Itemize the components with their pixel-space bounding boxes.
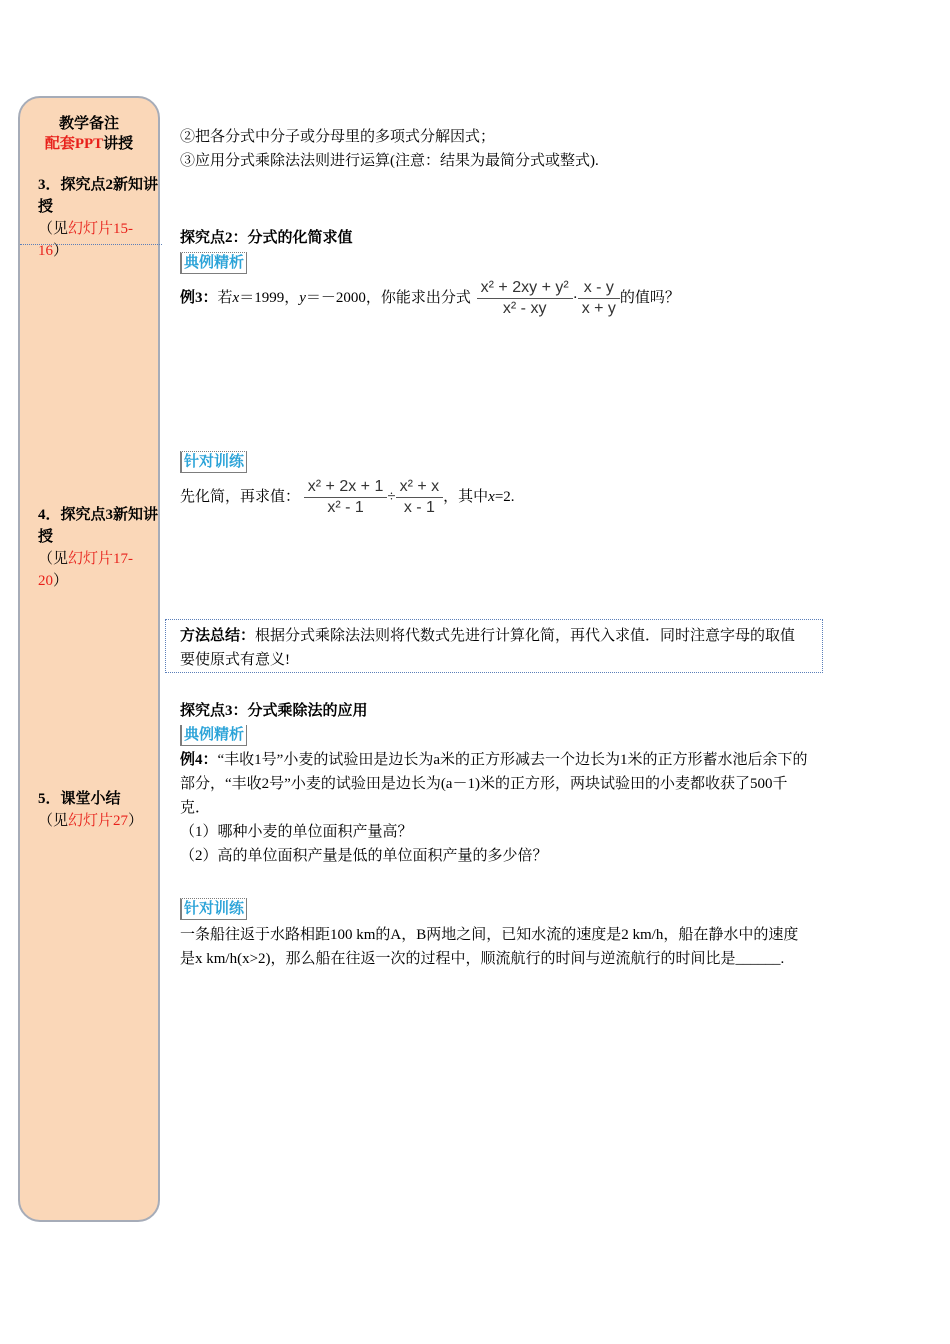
example-3: 例3：若x＝1999，y＝－2000，你能求出分式 $\frac{\text{x² + 2xy + y²}}{\text{x² - xy}}$ · $\frac{x - y}{x + y}$ 的值吗？ xyxy=(180,279,680,317)
step-list xyxy=(180,125,810,173)
example-tag-1 xyxy=(180,251,810,275)
step-2: ②把各分式中分子或分母里的多项式分解因式； xyxy=(180,129,496,145)
ex3-fraction-2: $\frac{x - y}{x + y}$ xyxy=(578,278,620,319)
ppt-label-tail: 讲授 xyxy=(103,136,134,152)
sidebar-divider xyxy=(20,244,162,245)
section3-title: 探究点3：分式乘除法的应用 xyxy=(180,703,368,719)
sidebar-item-title: 3．探究点2新知讲授 xyxy=(38,177,159,215)
example-tag: 典例精析 xyxy=(180,252,247,274)
practice1-fraction-2: $\frac{\text{x² + x}}{x - 1}$ xyxy=(396,477,444,518)
sidebar-item-title: 4．探究点3新知讲授 xyxy=(38,507,159,545)
example-tag: 典例精析 xyxy=(180,725,247,746)
sidebar-item-3 xyxy=(38,174,158,262)
practice-tag: 针对训练 xyxy=(180,898,247,920)
example-tag-2 xyxy=(180,723,810,747)
practice-tag-1 xyxy=(180,450,810,474)
step-3: ③应用分式乘除法法则进行运算(注意：结果为最简分式或整式). xyxy=(180,153,599,169)
sidebar-item-5 xyxy=(38,788,158,832)
ex3-label: 例3： xyxy=(180,289,218,306)
ex4-question-1: （1）哪种小麦的单位面积产量高？ xyxy=(180,824,413,840)
practice-tag-2 xyxy=(180,897,810,921)
ppt-label-red: 配套PPT xyxy=(44,136,104,152)
summary-text: 根据分式乘除法法则将代数式先进行计算化简，再代入求值．同时注意字母的取值要使原式有意义! xyxy=(180,628,796,668)
ex4-text: “丰收1号”小麦的试验田是边长为a米的正方形减去一个边长为1米的正方形蓄水池后余下的部分，“丰收2号”小麦的试验田是边长为(a－1)米的正方形，两块试验田的小麦都收获了500千克． xyxy=(180,752,808,816)
sidebar-item-ref: （见幻灯片15-16） xyxy=(38,221,134,259)
ex4-label: 例4： xyxy=(180,752,218,768)
practice-1: 先化简，再求值： $\frac{\text{x² + 2x + 1}}{\text{x² - 1}}$ ÷ $\frac{\text{x² + x}}{x - 1}$ ，其中x=2. xyxy=(180,478,515,516)
ppt-label xyxy=(20,132,158,153)
sidebar-item-title: 5．课堂小结 xyxy=(38,791,121,807)
ex3-fraction-1: $\frac{\text{x² + 2xy + y²}}{\text{x² - xy}}$ xyxy=(477,278,573,319)
practice-tag: 针对训练 xyxy=(180,451,247,473)
practice1-fraction-1: $\frac{\text{x² + 2x + 1}}{\text{x² - 1}}$ xyxy=(304,477,388,518)
sidebar-item-ref: （见幻灯片17-20） xyxy=(38,551,134,589)
sidebar-heading: 教学备注 xyxy=(58,116,119,132)
example-4 xyxy=(180,748,810,868)
sidebar-item-4 xyxy=(38,504,158,592)
summary-label: 方法总结： xyxy=(180,628,256,644)
practice-2: 一条船往返于水路相距100 km的A，B两地之间，已知水流的速度是2 km/h，船在静水中的速度是x km/h(x>2)，那么船在往返一次的过程中，顺流航行的时间与逆流航行的时间比是______. xyxy=(180,927,799,967)
section2-title: 探究点2：分式的化简求值 xyxy=(180,230,353,246)
teaching-notes-sidebar xyxy=(18,96,160,1222)
ex4-question-2: （2）高的单位面积产量是低的单位面积产量的多少倍？ xyxy=(180,848,548,864)
method-summary-box xyxy=(165,619,823,673)
sidebar-item-ref: （见幻灯片27） xyxy=(38,813,144,829)
